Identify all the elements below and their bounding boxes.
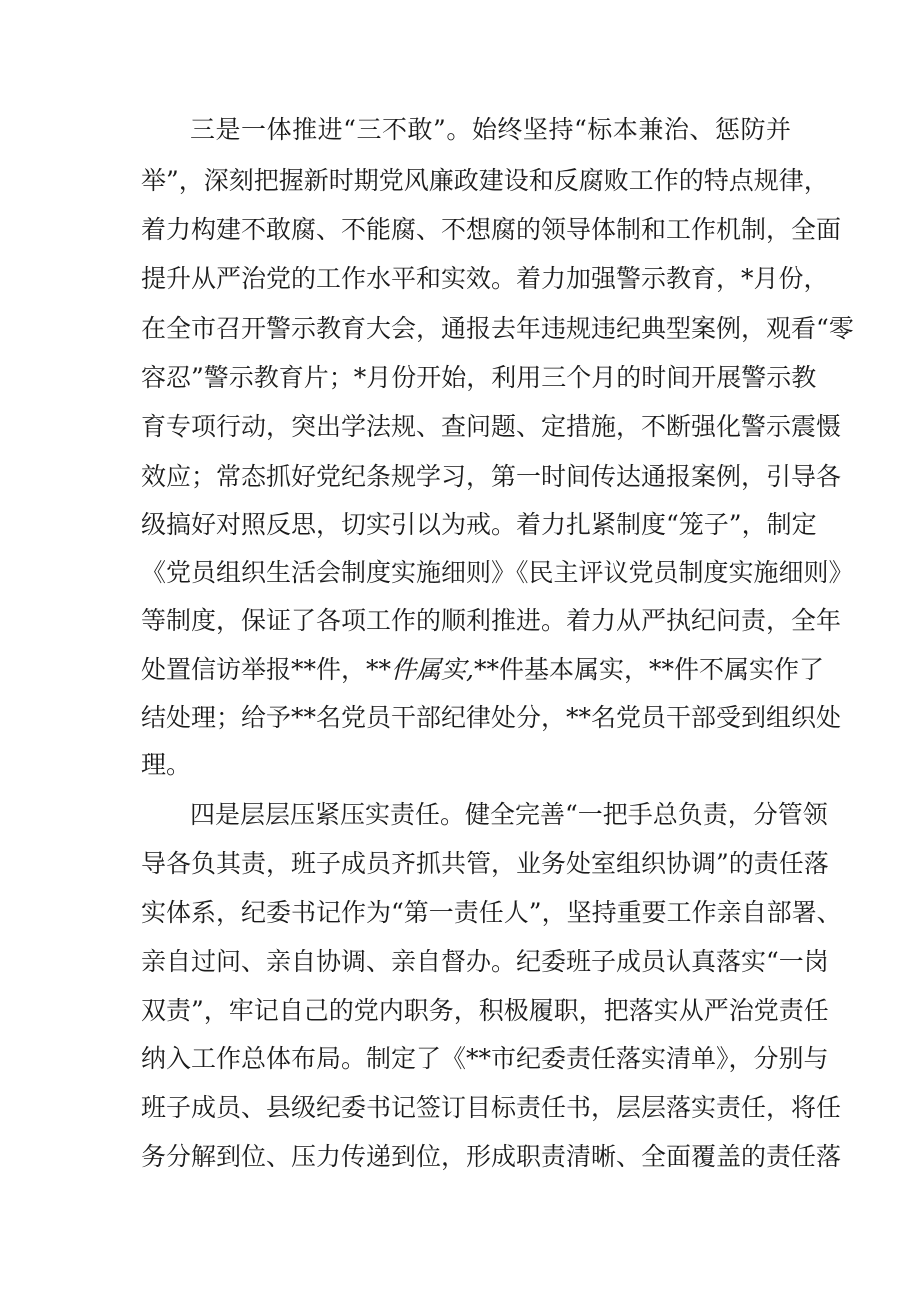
p3-line-9: 级搞好对照反思，切实引以为戒。着力扎紧制度“笼子”，制定 <box>141 510 817 539</box>
p3-line-1: 三是一体推进“三不敢”。始终坚持“标本兼治、惩防并 <box>190 115 791 144</box>
p3-line-4: 提升从严治党的工作水平和实效。着力加强警示教育，*月份， <box>141 264 829 293</box>
p4-line-2: 导各负其责，班子成员齐抓共管，业务处室组织协调”的责任落 <box>141 849 829 878</box>
p4-line-8: 务分解到位、压力传递到位，形成职责清晰、全面覆盖的责任落 <box>141 1142 842 1171</box>
p3-line-11: 等制度，保证了各项工作的顺利推进。着力从严执纪问责，全年 <box>141 606 842 635</box>
p3-line-12-part-a: 处置信访举报**件， <box>141 655 367 684</box>
p4-line-6: 纳入工作总体布局。制定了《**市纪委责任落实清单》，分别与 <box>141 1044 829 1073</box>
p4-line-3: 实体系，纪委书记作为“第一责任人”，坚持重要工作亲自部署、 <box>141 898 842 927</box>
p4-line-4: 亲自过问、亲自协调、亲自督办。纪委班子成员认真落实“一岗 <box>141 947 829 976</box>
p3-line-10: 《党员组织生活会制度实施细则》《民主评议党员制度实施细则》 <box>141 558 854 587</box>
p3-line-5: 在全市召开警示教育大会，通报去年违规违纪典型案例，观看“零 <box>141 314 854 343</box>
p3-line-13: 结处理；给予**名党员干部纪律处分，**名党员干部受到组织处 <box>141 703 842 732</box>
p3-line-14: 理。 <box>141 750 192 779</box>
p3-line-6: 容忍”警示教育片；*月份开始，利用三个月的时间开展警示教 <box>141 363 817 392</box>
p3-line-3: 着力构建不敢腐、不能腐、不想腐的领导体制和工作机制，全面 <box>141 215 842 244</box>
p3-line-8: 效应；常态抓好党纪条规学习，第一时间传达通报案例，引导各 <box>141 462 842 491</box>
p3-line-12-italic-part: **件属实, <box>366 655 474 684</box>
p4-line-7: 班子成员、县级纪委书记签订目标责任书，层层落实责任，将任 <box>141 1093 842 1122</box>
p4-line-5: 双责”，牢记自己的党内职务，积极履职，把落实从严治党责任 <box>141 996 829 1025</box>
p3-line-7: 育专项行动，突出学法规、查问题、定措施，不断强化警示震慑 <box>141 412 842 441</box>
p3-line-12 <box>141 655 824 685</box>
p3-line-2: 举”，深刻把握新时期党风廉政建设和反腐败工作的特点规律， <box>141 166 829 195</box>
p3-line-12-part-c: **件基本属实，**件不属实作了 <box>473 655 824 684</box>
p4-line-1: 四是层层压紧压实责任。健全完善“一把手总负责，分管领 <box>190 800 828 829</box>
